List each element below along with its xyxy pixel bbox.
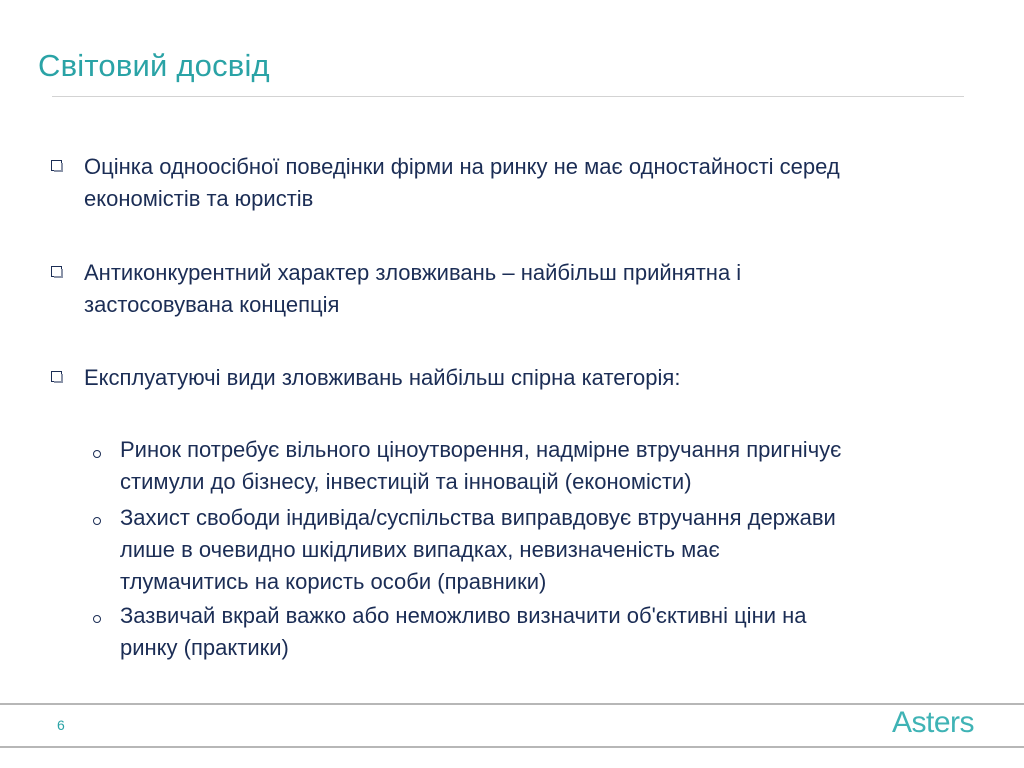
bullet-line: Антиконкурентний характер зловживань – найбільш прийнятна і [84,260,742,285]
bullet-line: Оцінка одноосібної поведінки фірми на ринку не має одностайності серед [84,154,840,179]
slide-title: Світовий досвід [38,48,270,83]
bullet-line: Ринок потребує вільного ціноутворення, надмірне втручання пригнічує [120,437,842,462]
checkbox-bullet-icon [51,160,62,171]
bullet-line: стимули до бізнесу, інвестицій та інновацій (економісти) [120,469,692,494]
sub-bullet-item-2 [120,502,980,598]
bullet-line: лише в очевидно шкідливих випадках, невизначеність має [120,537,720,562]
bullet-item-2 [84,257,984,321]
bullet-item-3 [84,362,984,394]
checkbox-bullet-icon [51,266,62,277]
sub-bullet-item-3 [120,600,980,664]
footer-divider-bottom [0,746,1024,748]
bullet-line: ринку (практики) [120,635,289,660]
bullet-line: застосовувана концепція [84,292,340,317]
circle-bullet-icon [93,450,101,458]
bullet-line: економістів та юристів [84,186,314,211]
checkbox-bullet-icon [51,371,62,382]
page-number: 6 [57,717,65,733]
bullet-line: Експлуатуючі види зловживань найбільш спірна категорія: [84,365,681,390]
bullet-line: тлумачитись на користь особи (правники) [120,569,547,594]
asters-logo: Asters [892,706,975,739]
bullet-line: Зазвичай вкрай важко або неможливо визначити об'єктивні ціни на [120,603,807,628]
footer-divider-top [0,703,1024,705]
title-divider [52,96,964,97]
bullet-item-1 [84,151,984,215]
circle-bullet-icon [93,517,101,525]
bullet-line: Захист свободи індивіда/суспільства виправдовує втручання держави [120,505,836,530]
circle-bullet-icon [93,615,101,623]
sub-bullet-item-1 [120,434,980,498]
